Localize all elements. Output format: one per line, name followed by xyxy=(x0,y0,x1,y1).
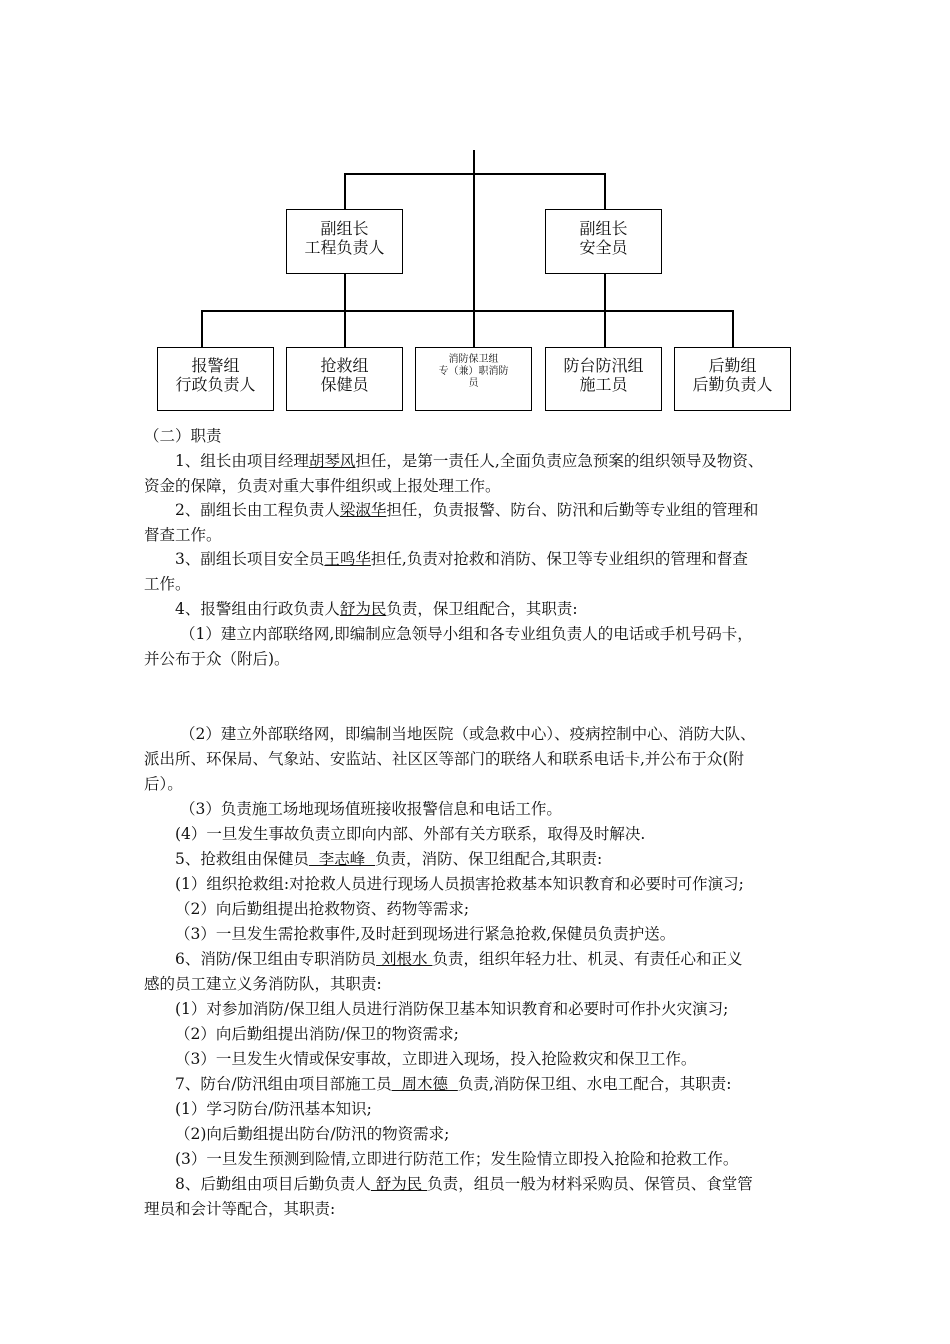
group-drop-5 xyxy=(732,310,734,348)
text: （2）建立外部联络网，即编制当地医院（或急救中心）、疫病控制中心、消防大队、 xyxy=(180,725,756,743)
duty-item-6-3 xyxy=(144,1047,814,1072)
duty-item-7-2 xyxy=(144,1122,814,1147)
group-drop-2 xyxy=(344,310,346,348)
person-name: 周木德 xyxy=(391,1075,458,1093)
deputy-safety-box xyxy=(545,209,662,274)
group-drop-3 xyxy=(473,310,475,348)
text: （3）一旦发生火情或保安事故，立即进入现场，投入抢险救灾和保卫工作。 xyxy=(175,1050,697,1068)
duty-item-7-1 xyxy=(144,1097,814,1122)
person-name: 梁淑华 xyxy=(339,501,387,519)
text: 7、防台/防汛组由项目部施工员 xyxy=(175,1075,392,1093)
text: （3）负责施工场地现场值班接收报警信息和电话工作。 xyxy=(180,800,562,818)
duty-item-4-4 xyxy=(144,822,814,847)
duty-item-4-3 xyxy=(144,797,814,822)
person-name: 舒为民 xyxy=(370,1175,428,1193)
text: 担任,负责对抢救和消防、保卫等专业组织的管理和督查 xyxy=(370,550,748,568)
text: 工作。 xyxy=(144,575,191,593)
text: 担任，是第一责任人,全面负责应急预案的组织领导及物资、 xyxy=(355,452,764,470)
duty-item-2 xyxy=(144,498,814,548)
box-title: 后勤组 xyxy=(708,356,757,375)
duty-item-3 xyxy=(144,547,814,597)
box-role-cont: 员 xyxy=(468,378,479,389)
text: 负责,消防保卫组、水电工配合，其职责: xyxy=(457,1075,732,1093)
duty-item-6 xyxy=(144,947,814,997)
deputy-left-down xyxy=(344,273,346,311)
text: (1）学习防台/防汛基本知识; xyxy=(175,1100,372,1118)
person-name: 刘根水 xyxy=(376,950,433,968)
text: 3、副组长项目安全员 xyxy=(175,550,325,568)
text: 负责，组员一般为材料采购员、保管员、食堂管 xyxy=(427,1175,753,1193)
duty-item-4-1 xyxy=(144,622,814,672)
text: 并公布于众（附后)。 xyxy=(144,650,290,668)
groups-bar-line xyxy=(201,310,733,312)
text: 后）。 xyxy=(144,775,183,793)
box-title: 消防保卫组 xyxy=(448,354,499,365)
group-drop-4 xyxy=(604,310,606,348)
text: 资金的保障，负责对重大事件组织或上报处理工作。 xyxy=(144,477,501,495)
text: 派出所、环保局、气象站、安监站、社区区等部门的联络人和联系电话卡,并公布于众(附 xyxy=(144,750,744,768)
deputy-right-drop xyxy=(604,173,606,210)
text: 8、后勤组由项目后勤负责人 xyxy=(175,1175,371,1193)
text: （2)向后勤组提出防台/防汛的物资需求; xyxy=(175,1125,450,1143)
text: 负责，消防、保卫组配合,其职责: xyxy=(375,850,603,868)
duty-item-4-2 xyxy=(144,722,814,797)
section-heading-text: （二）职责 xyxy=(144,427,222,445)
rescue-group-box xyxy=(286,347,403,411)
text: 6、消防/保卫组由专职消防员 xyxy=(175,950,377,968)
box-role: 安全员 xyxy=(579,238,628,257)
text: (3）一旦发生预测到险情,立即进行防范工作；发生险情立即投入抢险和抢救工作。 xyxy=(175,1150,739,1168)
alarm-group-box xyxy=(157,347,274,411)
box-role: 保健员 xyxy=(320,375,369,394)
box-title: 抢救组 xyxy=(320,356,369,375)
person-name: 胡琴风 xyxy=(308,452,356,470)
text: 2、副组长由工程负责人 xyxy=(175,501,340,519)
typhoon-flood-group-box xyxy=(545,347,662,411)
text: (4）一旦发生事故负责立即向内部、外部有关方联系，取得及时解决. xyxy=(175,825,646,843)
fire-security-group-box xyxy=(415,347,532,411)
person-name: 李志峰 xyxy=(308,850,376,868)
logistics-group-box xyxy=(674,347,791,411)
box-role: 施工员 xyxy=(579,375,628,394)
duty-item-8 xyxy=(144,1172,814,1222)
text: 理员和会计等配合，其职责: xyxy=(144,1200,336,1218)
text: 1、组长由项目经理 xyxy=(175,452,309,470)
duty-item-5-3 xyxy=(144,922,814,947)
box-title: 副组长 xyxy=(579,219,628,238)
text: 督查工作。 xyxy=(144,526,222,544)
group-drop-1 xyxy=(201,310,203,348)
text: 4、报警组由行政负责人 xyxy=(175,600,340,618)
section-heading xyxy=(144,424,814,449)
text: 5、抢救组由保健员 xyxy=(175,850,309,868)
text: (1）组织抢救组:对抢救人员进行现场人员损害抢救基本知识教育和必要时可作演习; xyxy=(175,875,744,893)
text: （3）一旦发生需抢救事件,及时赶到现场进行紧急抢救,保健员负责护送。 xyxy=(175,925,676,943)
deputy-bar-line xyxy=(344,173,605,175)
person-name: 舒为民 xyxy=(339,600,387,618)
text: 感的员工建立义务消防队，其职责: xyxy=(144,975,382,993)
text: （2）向后勤组提出消防/保卫的物资需求; xyxy=(175,1025,459,1043)
duty-item-7 xyxy=(144,1072,814,1097)
duty-item-6-1 xyxy=(144,997,814,1022)
duty-item-6-2 xyxy=(144,1022,814,1047)
box-role: 行政负责人 xyxy=(175,375,256,394)
deputy-right-down xyxy=(604,273,606,311)
deputy-engineering-box xyxy=(286,209,403,274)
text: （2）向后勤组提出抢救物资、药物等需求; xyxy=(175,900,470,918)
duty-item-5 xyxy=(144,847,814,872)
duty-item-7-3 xyxy=(144,1147,814,1172)
box-title: 防台防汛组 xyxy=(563,356,644,375)
text: 负责，组织年轻力壮、机灵、有责任心和正义 xyxy=(432,950,743,968)
box-role: 专（兼）职消防 xyxy=(438,366,509,377)
deputy-left-drop xyxy=(344,173,346,210)
person-name: 王鸣华 xyxy=(324,550,371,568)
duty-item-4 xyxy=(144,597,814,622)
duty-item-5-1 xyxy=(144,872,814,897)
box-title: 报警组 xyxy=(191,356,240,375)
box-role: 后勤负责人 xyxy=(692,375,773,394)
text: 负责，保卫组配合，其职责: xyxy=(386,600,578,618)
text: 担任，负责报警、防台、防汛和后勤等专业组的管理和 xyxy=(386,501,759,519)
box-title: 副组长 xyxy=(320,219,369,238)
box-role: 工程负责人 xyxy=(304,238,385,257)
org-chart xyxy=(0,0,950,420)
text: (1）对参加消防/保卫组人员进行消防保卫基本知识教育和必要时可作扑火灾演习; xyxy=(175,1000,729,1018)
duty-item-1 xyxy=(144,449,814,499)
text: （1）建立内部联络网,即编制应急领导小组和各专业组负责人的电话或手机号码卡， xyxy=(180,625,753,643)
duty-item-5-2 xyxy=(144,897,814,922)
